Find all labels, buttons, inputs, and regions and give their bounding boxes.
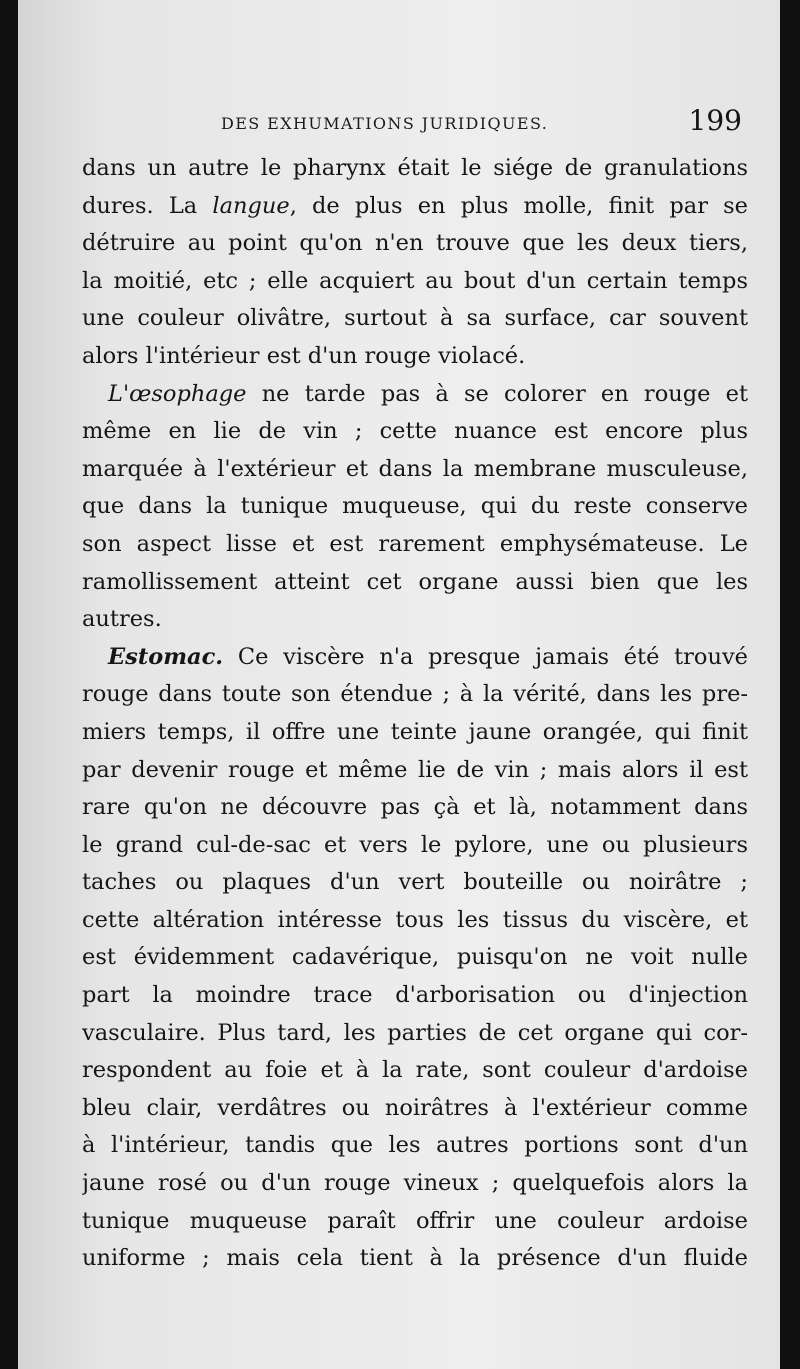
page-header <box>18 98 780 154</box>
italic-term: langue <box>212 192 290 219</box>
text-run: Ce viscère n'a presque jamais été trouvé <box>223 643 748 670</box>
text-line: respondent au foie et à la rate, sont couleur d'ardoise <box>82 1057 748 1084</box>
text-line: dans un autre le pharynx était le siége de granulations <box>82 155 748 181</box>
text-line: son aspect lisse et est rarement emphysémateuse. Le <box>82 530 748 557</box>
page-number: 199 <box>688 104 742 137</box>
text-line <box>82 376 748 414</box>
running-head: DES EXHUMATIONS JURIDIQUES. <box>221 114 549 133</box>
text-line: uniforme ; mais cela tient à la présence d'un fluide <box>82 1245 748 1272</box>
text-line: part la moindre trace d'arborisation ou d'injection <box>82 982 748 1009</box>
text-run: dures. La <box>82 192 213 219</box>
text-line: miers temps, il offre une teinte jaune orangée, qui finit <box>82 718 748 745</box>
text-line: par devenir rouge et même lie de vin ; mais alors il est <box>82 756 748 783</box>
text-run: , de plus en plus molle, finit par se <box>289 192 748 219</box>
book-page <box>18 0 780 1369</box>
text-line: que dans la tunique muqueuse, qui du reste conserve <box>82 493 748 520</box>
text-line: vasculaire. Plus tard, les parties de cet organe qui cor- <box>82 1019 748 1046</box>
text-line: à l'intérieur, tandis que les autres portions sont d'un <box>82 1132 748 1159</box>
section-term: Estomac. <box>108 643 224 670</box>
text-line: tunique muqueuse paraît offrir une couleur ardoise <box>82 1207 748 1234</box>
text-run: ne tarde pas à se colorer en rouge et <box>246 380 748 407</box>
italic-term: L'œsophage <box>108 380 247 407</box>
text-line: autres. <box>82 606 162 633</box>
text-line: même en lie de vin ; cette nuance est encore plus <box>82 418 748 445</box>
text-line: ramollissement atteint cet organe aussi bien que les <box>82 568 748 595</box>
text-line: détruire au point qu'on n'en trouve que les deux tiers, <box>82 230 748 257</box>
text-line: marquée à l'extérieur et dans la membrane musculeuse, <box>82 455 748 482</box>
text-line: rouge dans toute son étendue ; à la vérité, dans les pre- <box>82 681 748 708</box>
text-line: le grand cul-de-sac et vers le pylore, une ou plusieurs <box>82 831 748 858</box>
text-line: jaune rosé ou d'un rouge vineux ; quelquefois alors la <box>82 1170 748 1197</box>
text-line: une couleur olivâtre, surtout à sa surface, car souvent <box>82 305 748 332</box>
text-line: rare qu'on ne découvre pas çà et là, notamment dans <box>82 794 748 821</box>
text-line: bleu clair, verdâtres ou noirâtres à l'extérieur comme <box>82 1094 748 1121</box>
text-line: est évidemment cadavérique, puisqu'on ne voit nulle <box>82 944 748 971</box>
text-line <box>82 188 748 226</box>
text-line: cette altération intéresse tous les tissus du viscère, et <box>82 906 748 933</box>
text-line: taches ou plaques d'un vert bouteille ou noirâtre ; <box>82 869 748 896</box>
text-line: la moitié, etc ; elle acquiert au bout d'un certain temps <box>82 267 748 294</box>
text-line <box>82 639 748 677</box>
text-line: alors l'intérieur est d'un rouge violacé. <box>82 342 526 369</box>
body-text <box>82 150 748 1278</box>
